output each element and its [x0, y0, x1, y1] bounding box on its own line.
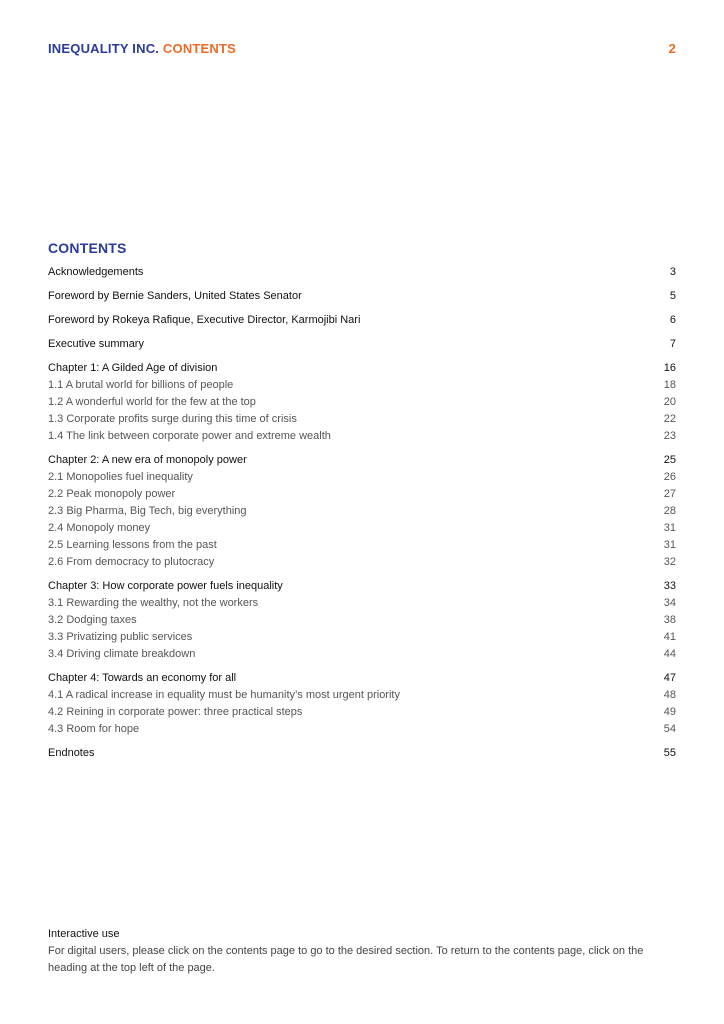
toc-section-label: 2.6 From democracy to plutocracy	[48, 556, 215, 568]
toc-section-page: 18	[663, 379, 676, 391]
toc-section-label: 3.3 Privatizing public services	[48, 631, 193, 643]
toc-section-1-3[interactable]	[48, 411, 676, 428]
toc-section-label: 1.3 Corporate profits surge during this time of crisis	[48, 413, 297, 425]
toc-section-label: 1.1 A brutal world for billions of people	[48, 379, 234, 391]
toc-entry-endnotes[interactable]	[48, 745, 676, 762]
toc-section-page: 48	[663, 689, 676, 701]
section-title[interactable]: CONTENTS	[162, 40, 237, 56]
toc-section-2-3[interactable]	[48, 503, 676, 520]
toc-section-3-1[interactable]	[48, 595, 676, 612]
toc-section-label: 3.1 Rewarding the wealthy, not the workers	[48, 597, 259, 609]
toc-entry-acknowledgements[interactable]	[48, 264, 676, 281]
toc-section-page: 54	[663, 723, 676, 735]
toc-section-label: 1.4 The link between corporate power and extreme wealth	[48, 430, 331, 442]
interactive-use-note	[48, 926, 676, 977]
toc-section-page: 44	[663, 648, 676, 660]
toc-chapter-label: Chapter 3: How corporate power fuels inequality	[48, 580, 283, 592]
running-header	[48, 39, 676, 57]
toc-entry-page: 55	[663, 747, 676, 759]
toc-section-page: 26	[663, 471, 676, 483]
toc-section-1-4[interactable]	[48, 428, 676, 445]
toc-entry-page: 7	[669, 338, 676, 350]
toc-entry-label: Endnotes	[48, 747, 95, 759]
toc-section-3-3[interactable]	[48, 629, 676, 646]
note-title: Interactive use	[48, 928, 120, 940]
toc-section-label: 4.2 Reining in corporate power: three practical steps	[48, 706, 303, 718]
toc-section-page: 27	[663, 488, 676, 500]
toc-section-label: 4.3 Room for hope	[48, 723, 140, 735]
toc-chapter-label: Chapter 1: A Gilded Age of division	[48, 362, 218, 374]
toc-section-page: 34	[663, 597, 676, 609]
toc-chapter-page: 25	[663, 454, 676, 466]
toc-section-4-2[interactable]	[48, 704, 676, 721]
toc-section-label: 3.4 Driving climate breakdown	[48, 648, 196, 660]
toc-chapter-label: Chapter 4: Towards an economy for all	[48, 672, 237, 684]
toc-section-4-1[interactable]	[48, 687, 676, 704]
toc-section-page: 41	[663, 631, 676, 643]
page-number: 2	[668, 40, 676, 56]
toc-section-label: 2.1 Monopolies fuel inequality	[48, 471, 193, 483]
toc-entry-label: Executive summary	[48, 338, 144, 350]
toc-section-label: 4.1 A radical increase in equality must be humanity’s most urgent priority	[48, 689, 400, 701]
toc-chapter-page: 33	[663, 580, 676, 592]
toc-chapter-2[interactable]	[48, 452, 676, 469]
toc-chapter-page: 16	[663, 362, 676, 374]
toc-chapter-page: 47	[663, 672, 676, 684]
toc-chapter-1[interactable]	[48, 360, 676, 377]
toc-section-3-2[interactable]	[48, 612, 676, 629]
toc-entry-label: Foreword by Rokeya Rafique, Executive Director, Karmojibi Nari	[48, 314, 361, 326]
toc-section-page: 22	[663, 413, 676, 425]
toc-chapter-4[interactable]	[48, 670, 676, 687]
toc-section-page: 31	[663, 522, 676, 534]
toc-section-label: 3.2 Dodging taxes	[48, 614, 137, 626]
toc-section-2-1[interactable]	[48, 469, 676, 486]
toc-section-page: 31	[663, 539, 676, 551]
toc-section-3-4[interactable]	[48, 646, 676, 663]
toc-section-2-6[interactable]	[48, 554, 676, 571]
toc-section-page: 49	[663, 706, 676, 718]
toc-entry-foreword-rafique[interactable]	[48, 312, 676, 329]
toc-section-2-4[interactable]	[48, 520, 676, 537]
toc-section-2-5[interactable]	[48, 537, 676, 554]
toc-entry-foreword-sanders[interactable]	[48, 288, 676, 305]
toc-section-label: 2.2 Peak monopoly power	[48, 488, 176, 500]
toc-entry-executive-summary[interactable]	[48, 336, 676, 353]
toc-section-label: 1.2 A wonderful world for the few at the top	[48, 396, 256, 408]
toc-entry-label: Foreword by Bernie Sanders, United States Senator	[48, 290, 302, 302]
toc-section-page: 20	[663, 396, 676, 408]
toc-section-4-3[interactable]	[48, 721, 676, 738]
toc-section-page: 32	[663, 556, 676, 568]
running-title[interactable]	[48, 41, 236, 56]
toc-entry-page: 3	[669, 266, 676, 278]
toc-section-1-1[interactable]	[48, 377, 676, 394]
toc-section-label: 2.5 Learning lessons from the past	[48, 539, 217, 551]
toc-section-1-2[interactable]	[48, 394, 676, 411]
toc-entry-page: 5	[669, 290, 676, 302]
table-of-contents	[48, 238, 676, 762]
toc-section-page: 28	[663, 505, 676, 517]
toc-entry-label: Acknowledgements	[48, 266, 144, 278]
toc-chapter-3[interactable]	[48, 578, 676, 595]
toc-entry-page: 6	[669, 314, 676, 326]
toc-chapter-label: Chapter 2: A new era of monopoly power	[48, 454, 247, 466]
toc-section-label: 2.4 Monopoly money	[48, 522, 151, 534]
note-body: For digital users, please click on the contents page to go to the desired section. To return to the contents page, click on the heading at the top left of the page.	[48, 945, 644, 974]
toc-section-page: 38	[663, 614, 676, 626]
toc-section-page: 23	[663, 430, 676, 442]
toc-section-2-2[interactable]	[48, 486, 676, 503]
toc-section-label: 2.3 Big Pharma, Big Tech, big everything	[48, 505, 247, 517]
brand-title[interactable]: INEQUALITY INC.	[48, 40, 160, 56]
contents-heading: CONTENTS	[48, 240, 127, 256]
